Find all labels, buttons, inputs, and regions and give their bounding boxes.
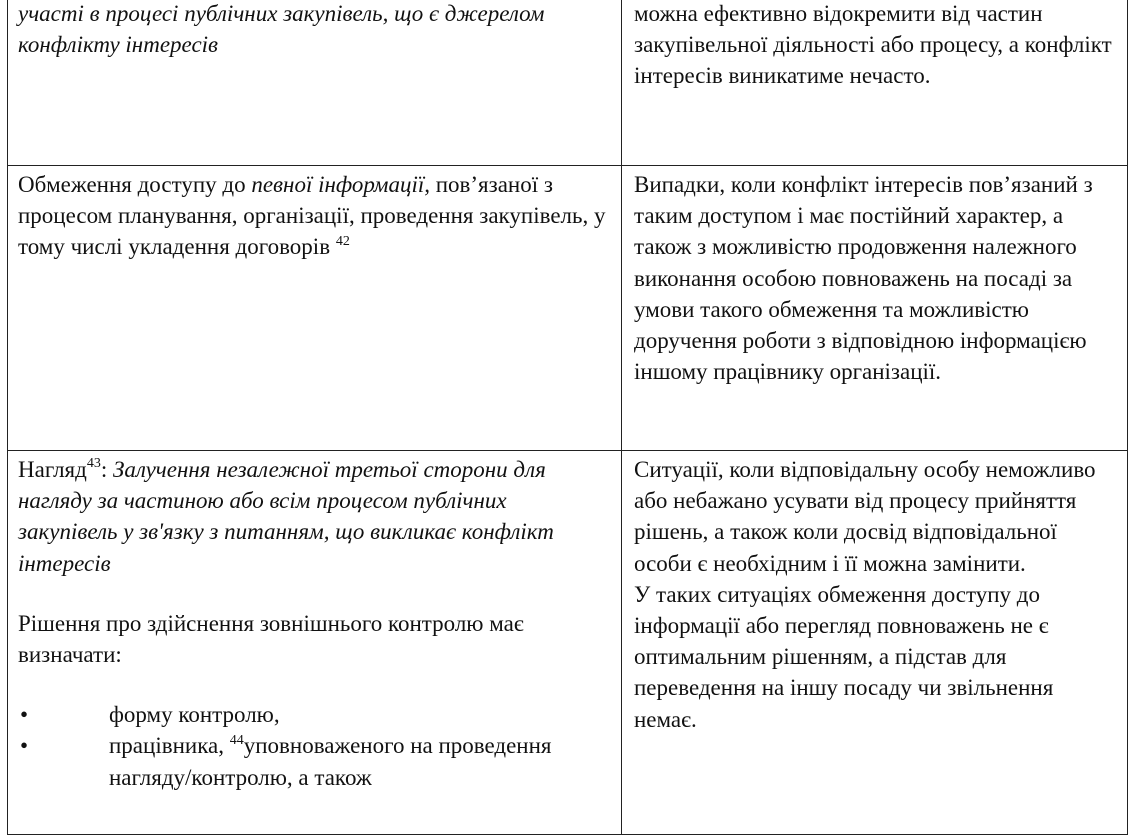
bullet-text-after: уповноваженого на проведення нагляду/контролю, а також xyxy=(109,733,552,790)
table-row xyxy=(8,451,1128,835)
control-decision-text: Рішення про здійснення зовнішнього контролю має визначати: xyxy=(18,610,524,668)
table-row xyxy=(8,166,1128,451)
measure-cell xyxy=(8,451,622,835)
bullet-text-before: форму контролю, xyxy=(109,702,280,728)
paragraph-gap xyxy=(18,670,611,699)
measure-italic-text: участі в процесі публічних закупівель, що є джерелом конфлікту інтересів xyxy=(18,1,545,58)
table-row xyxy=(8,0,1128,166)
measure-label-colon: : xyxy=(100,457,113,482)
bullet-text xyxy=(109,699,611,730)
paragraph-gap xyxy=(18,579,611,608)
measure-text xyxy=(18,0,611,60)
measure-label: Нагляд xyxy=(18,457,87,482)
situation-cell xyxy=(622,166,1128,451)
bullet-icon: • xyxy=(20,702,29,728)
footnote-ref: 42 xyxy=(335,233,350,249)
bullet-text xyxy=(109,730,611,792)
situation-text: Випадки, коли конфлікт інтересів пов’язаний з таким доступом і має постійний характер, а також з можливістю продовження належного виконання особою повноважень на посаді за умови такого обмеження та можливістю доручення роботи з відповідною інформацією іншому працівнику організації. xyxy=(634,172,1093,385)
bullet-item xyxy=(18,699,611,730)
bullet-item xyxy=(18,730,611,792)
measure-text-rest: пов’язаної з процесом планування, організації, проведення закупівель, у тому числі укладення договорів xyxy=(18,172,606,260)
measure-text xyxy=(18,454,611,579)
measure-cell xyxy=(8,166,622,451)
measure-italic-text: певної інформації, xyxy=(251,172,430,197)
footnote-ref: 43 xyxy=(86,456,101,472)
conflict-of-interest-table xyxy=(7,0,1128,835)
situation-cell xyxy=(622,0,1128,166)
situation-text-2: У таких ситуаціях обмеження доступу до інформації або перегляд повноважень не є оптимальним рішенням, а підстав для переведення на іншу посаду чи звільнення немає. xyxy=(634,581,1054,732)
footnote-ref: 44 xyxy=(229,732,244,748)
measure-text xyxy=(18,169,611,263)
situation-text: можна ефективно відокремити від частин закупівельної діяльності або процесу, а конфлікт інтересів виникатиме нечасто. xyxy=(634,1,1112,89)
situation-text: Ситуації, коли відповідальну особу неможливо або небажано усувати від процесу прийняття рішень, а також коли досвід відповідальної особи є необхідним і її можна замінити. xyxy=(634,457,1096,576)
measure-cell xyxy=(8,0,622,166)
measure-italic-text: Залучення незалежної третьої сторони для нагляду за частиною або всім процесом публічних закупівель у зв'язку з питанням, що викликає конфлікт інтересів xyxy=(18,457,554,576)
bullet-text-before: працівника, xyxy=(109,733,230,759)
measure-text-start: Обмеження доступу до xyxy=(18,172,252,197)
bullet-icon: • xyxy=(20,733,29,759)
situation-cell xyxy=(622,451,1128,835)
